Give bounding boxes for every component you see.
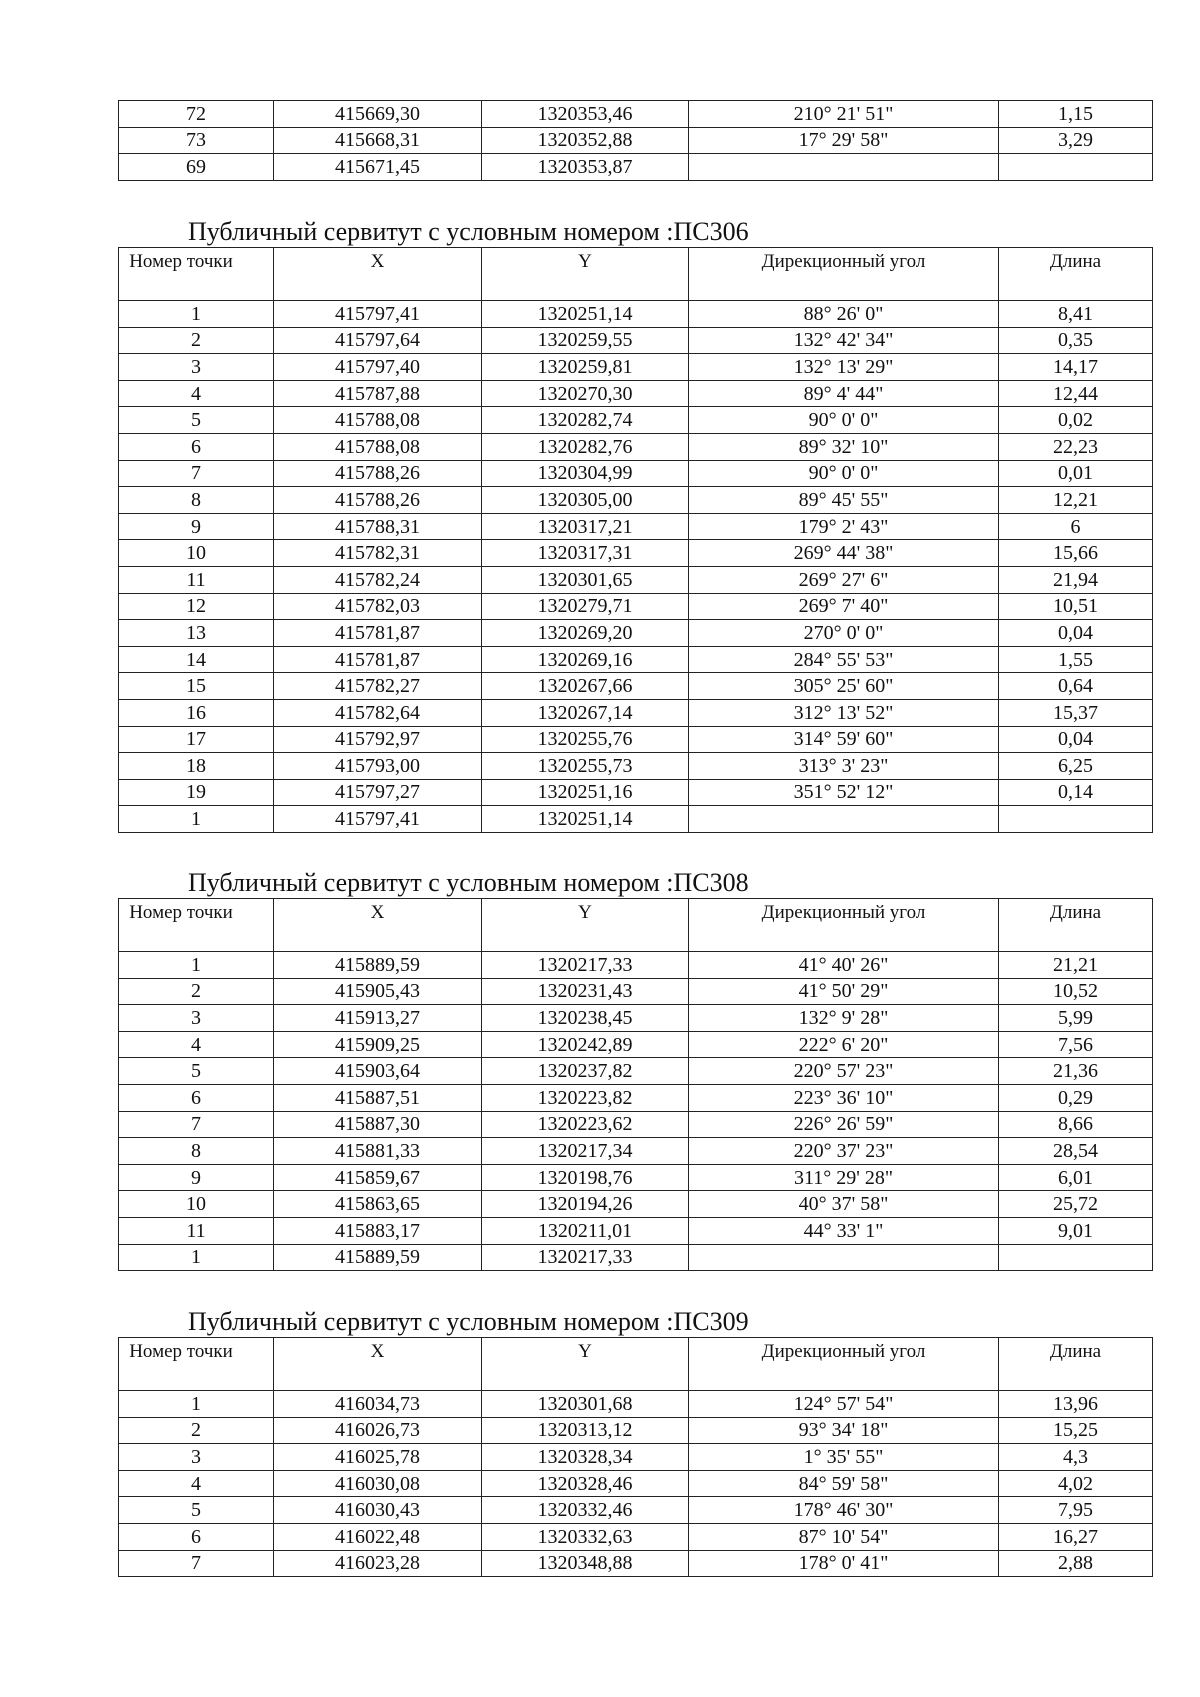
table-header	[119, 248, 1153, 301]
direction-angle-cell: 87° 10' 54"	[689, 1523, 999, 1550]
direction-angle-cell: 220° 57' 23"	[689, 1058, 999, 1085]
length-cell: 4,02	[999, 1470, 1153, 1497]
section-title-ps308: Публичный сервитут с условным номером :ПС308	[188, 868, 749, 897]
table-row	[119, 407, 1153, 434]
y-cell: 1320251,14	[482, 806, 689, 833]
length-cell: 21,36	[999, 1058, 1153, 1085]
direction-angle-cell: 351° 52' 12"	[689, 779, 999, 806]
point-number-cell: 6	[119, 1084, 274, 1111]
section-title-ps306: Публичный сервитут с условным номером :ПС306	[188, 217, 749, 246]
table-row	[119, 1444, 1153, 1471]
table-row	[119, 540, 1153, 567]
table-row	[119, 354, 1153, 381]
table-row	[119, 1497, 1153, 1524]
point-number-cell: 7	[119, 1550, 274, 1577]
table-row	[119, 779, 1153, 806]
y-cell: 1320255,73	[482, 753, 689, 780]
y-cell: 1320269,20	[482, 620, 689, 647]
direction-angle-cell: 178° 0' 41"	[689, 1550, 999, 1577]
header-length: Длина	[999, 899, 1153, 952]
length-cell: 6,01	[999, 1164, 1153, 1191]
length-cell: 1,55	[999, 646, 1153, 673]
y-cell: 1320217,34	[482, 1138, 689, 1165]
point-number-cell: 73	[119, 127, 274, 154]
table-row	[119, 1191, 1153, 1218]
point-number-cell: 19	[119, 779, 274, 806]
x-cell: 415793,00	[274, 753, 482, 780]
y-cell: 1320237,82	[482, 1058, 689, 1085]
y-cell: 1320223,82	[482, 1084, 689, 1111]
direction-angle-cell	[689, 806, 999, 833]
x-cell: 415782,27	[274, 673, 482, 700]
header-direction-angle: Дирекционный угол	[689, 248, 999, 301]
y-cell: 1320267,14	[482, 699, 689, 726]
y-cell: 1320217,33	[482, 952, 689, 979]
length-cell: 0,64	[999, 673, 1153, 700]
length-cell: 2,88	[999, 1550, 1153, 1577]
direction-angle-cell: 305° 25' 60"	[689, 673, 999, 700]
y-cell: 1320317,31	[482, 540, 689, 567]
header-y: Y	[482, 899, 689, 952]
direction-angle-cell: 311° 29' 28"	[689, 1164, 999, 1191]
header-direction-angle: Дирекционный угол	[689, 1338, 999, 1391]
y-cell: 1320282,74	[482, 407, 689, 434]
length-cell: 0,29	[999, 1084, 1153, 1111]
length-cell: 0,02	[999, 407, 1153, 434]
table-body	[119, 301, 1153, 833]
x-cell: 415671,45	[274, 154, 482, 181]
x-cell: 415913,27	[274, 1005, 482, 1032]
header-direction-angle: Дирекционный угол	[689, 899, 999, 952]
y-cell: 1320282,76	[482, 433, 689, 460]
table-row	[119, 1111, 1153, 1138]
y-cell: 1320259,81	[482, 354, 689, 381]
direction-angle-cell: 40° 37' 58"	[689, 1191, 999, 1218]
point-number-cell: 15	[119, 673, 274, 700]
direction-angle-cell: 210° 21' 51"	[689, 101, 999, 128]
section-title-ps309: Публичный сервитут с условным номером :ПС309	[188, 1307, 749, 1336]
y-cell: 1320211,01	[482, 1217, 689, 1244]
x-cell: 415788,08	[274, 407, 482, 434]
length-cell: 0,01	[999, 460, 1153, 487]
table-row	[119, 1164, 1153, 1191]
table-row	[119, 154, 1153, 181]
point-number-cell: 2	[119, 1417, 274, 1444]
point-number-cell: 4	[119, 380, 274, 407]
table-row	[119, 952, 1153, 979]
y-cell: 1320332,63	[482, 1523, 689, 1550]
point-number-cell: 10	[119, 1191, 274, 1218]
table-body	[119, 1391, 1153, 1577]
direction-angle-cell: 41° 40' 26"	[689, 952, 999, 979]
table-row	[119, 1417, 1153, 1444]
header-length: Длина	[999, 1338, 1153, 1391]
point-number-cell: 6	[119, 433, 274, 460]
point-number-cell: 11	[119, 1217, 274, 1244]
x-cell: 415788,08	[274, 433, 482, 460]
direction-angle-cell: 314° 59' 60"	[689, 726, 999, 753]
table-row	[119, 1084, 1153, 1111]
length-cell: 6,25	[999, 753, 1153, 780]
table-row	[119, 1523, 1153, 1550]
direction-angle-cell: 220° 37' 23"	[689, 1138, 999, 1165]
x-cell: 415859,67	[274, 1164, 482, 1191]
point-number-cell: 2	[119, 978, 274, 1005]
y-cell: 1320269,16	[482, 646, 689, 673]
table-row	[119, 1470, 1153, 1497]
x-cell: 415788,26	[274, 460, 482, 487]
direction-angle-cell: 284° 55' 53"	[689, 646, 999, 673]
table-row	[119, 699, 1153, 726]
x-cell: 416022,48	[274, 1523, 482, 1550]
header-x: X	[274, 1338, 482, 1391]
length-cell: 25,72	[999, 1191, 1153, 1218]
length-cell: 8,41	[999, 301, 1153, 328]
y-cell: 1320332,46	[482, 1497, 689, 1524]
y-cell: 1320348,88	[482, 1550, 689, 1577]
direction-angle-cell: 90° 0' 0"	[689, 460, 999, 487]
x-cell: 416034,73	[274, 1391, 482, 1418]
header-point-number: Номер точки	[119, 1338, 274, 1391]
y-cell: 1320317,21	[482, 513, 689, 540]
point-number-cell: 69	[119, 154, 274, 181]
header-x: X	[274, 899, 482, 952]
table-row	[119, 1138, 1153, 1165]
length-cell: 15,66	[999, 540, 1153, 567]
header-row	[119, 248, 1153, 301]
length-cell: 0,04	[999, 726, 1153, 753]
x-cell: 415782,31	[274, 540, 482, 567]
table-row	[119, 620, 1153, 647]
table-row	[119, 127, 1153, 154]
direction-angle-cell: 1° 35' 55"	[689, 1444, 999, 1471]
x-cell: 415905,43	[274, 978, 482, 1005]
table-row	[119, 513, 1153, 540]
length-cell: 3,29	[999, 127, 1153, 154]
point-number-cell: 12	[119, 593, 274, 620]
table-header	[119, 1338, 1153, 1391]
y-cell: 1320353,46	[482, 101, 689, 128]
y-cell: 1320255,76	[482, 726, 689, 753]
point-number-cell: 8	[119, 487, 274, 514]
length-cell: 12,44	[999, 380, 1153, 407]
x-cell: 415797,40	[274, 354, 482, 381]
point-number-cell: 7	[119, 460, 274, 487]
direction-angle-cell: 226° 26' 59"	[689, 1111, 999, 1138]
point-number-cell: 1	[119, 952, 274, 979]
table-row	[119, 487, 1153, 514]
x-cell: 415782,24	[274, 566, 482, 593]
x-cell: 415863,65	[274, 1191, 482, 1218]
point-number-cell: 18	[119, 753, 274, 780]
x-cell: 416030,43	[274, 1497, 482, 1524]
point-number-cell: 10	[119, 540, 274, 567]
table-row	[119, 806, 1153, 833]
direction-angle-cell	[689, 1244, 999, 1271]
direction-angle-cell: 178° 46' 30"	[689, 1497, 999, 1524]
y-cell: 1320301,68	[482, 1391, 689, 1418]
length-cell: 14,17	[999, 354, 1153, 381]
x-cell: 415797,41	[274, 806, 482, 833]
x-cell: 415669,30	[274, 101, 482, 128]
direction-angle-cell: 44° 33' 1"	[689, 1217, 999, 1244]
table-body	[119, 101, 1153, 181]
direction-angle-cell: 17° 29' 58"	[689, 127, 999, 154]
table-row	[119, 301, 1153, 328]
length-cell: 7,95	[999, 1497, 1153, 1524]
x-cell: 415781,87	[274, 646, 482, 673]
length-cell	[999, 154, 1153, 181]
x-cell: 415889,59	[274, 1244, 482, 1271]
length-cell: 0,04	[999, 620, 1153, 647]
direction-angle-cell: 179° 2' 43"	[689, 513, 999, 540]
direction-angle-cell: 270° 0' 0"	[689, 620, 999, 647]
length-cell: 28,54	[999, 1138, 1153, 1165]
length-cell: 15,25	[999, 1417, 1153, 1444]
y-cell: 1320279,71	[482, 593, 689, 620]
length-cell	[999, 1244, 1153, 1271]
y-cell: 1320270,30	[482, 380, 689, 407]
x-cell: 415782,64	[274, 699, 482, 726]
table-row	[119, 646, 1153, 673]
point-number-cell: 16	[119, 699, 274, 726]
direction-angle-cell: 84° 59' 58"	[689, 1470, 999, 1497]
direction-angle-cell: 89° 32' 10"	[689, 433, 999, 460]
table-header	[119, 899, 1153, 952]
point-number-cell: 13	[119, 620, 274, 647]
length-cell: 16,27	[999, 1523, 1153, 1550]
length-cell: 13,96	[999, 1391, 1153, 1418]
x-cell: 415787,88	[274, 380, 482, 407]
direction-angle-cell: 93° 34' 18"	[689, 1417, 999, 1444]
direction-angle-cell: 132° 42' 34"	[689, 327, 999, 354]
x-cell: 415797,41	[274, 301, 482, 328]
x-cell: 415788,31	[274, 513, 482, 540]
length-cell: 22,23	[999, 433, 1153, 460]
point-number-cell: 17	[119, 726, 274, 753]
table-row	[119, 726, 1153, 753]
direction-angle-cell: 132° 13' 29"	[689, 354, 999, 381]
length-cell: 21,21	[999, 952, 1153, 979]
y-cell: 1320267,66	[482, 673, 689, 700]
y-cell: 1320251,14	[482, 301, 689, 328]
length-cell: 15,37	[999, 699, 1153, 726]
direction-angle-cell: 269° 7' 40"	[689, 593, 999, 620]
x-cell: 415668,31	[274, 127, 482, 154]
table-row	[119, 380, 1153, 407]
y-cell: 1320305,00	[482, 487, 689, 514]
x-cell: 416026,73	[274, 1417, 482, 1444]
direction-angle-cell: 312° 13' 52"	[689, 699, 999, 726]
x-cell: 415887,51	[274, 1084, 482, 1111]
point-number-cell: 1	[119, 1244, 274, 1271]
length-cell: 12,21	[999, 487, 1153, 514]
coordinates-table-ps306	[118, 247, 1153, 833]
x-cell: 415782,03	[274, 593, 482, 620]
point-number-cell: 9	[119, 513, 274, 540]
y-cell: 1320352,88	[482, 127, 689, 154]
length-cell: 0,35	[999, 327, 1153, 354]
direction-angle-cell: 89° 4' 44"	[689, 380, 999, 407]
y-cell: 1320353,87	[482, 154, 689, 181]
y-cell: 1320304,99	[482, 460, 689, 487]
direction-angle-cell: 269° 27' 6"	[689, 566, 999, 593]
direction-angle-cell	[689, 154, 999, 181]
point-number-cell: 3	[119, 1005, 274, 1032]
point-number-cell: 5	[119, 1058, 274, 1085]
table-row	[119, 566, 1153, 593]
direction-angle-cell: 89° 45' 55"	[689, 487, 999, 514]
table-row	[119, 1031, 1153, 1058]
x-cell: 415797,64	[274, 327, 482, 354]
table-row	[119, 433, 1153, 460]
table-row	[119, 1058, 1153, 1085]
point-number-cell: 9	[119, 1164, 274, 1191]
point-number-cell: 72	[119, 101, 274, 128]
table-row	[119, 1217, 1153, 1244]
header-x: X	[274, 248, 482, 301]
y-cell: 1320242,89	[482, 1031, 689, 1058]
direction-angle-cell: 41° 50' 29"	[689, 978, 999, 1005]
x-cell: 415788,26	[274, 487, 482, 514]
direction-angle-cell: 124° 57' 54"	[689, 1391, 999, 1418]
x-cell: 416023,28	[274, 1550, 482, 1577]
table-row	[119, 101, 1153, 128]
point-number-cell: 1	[119, 1391, 274, 1418]
direction-angle-cell: 222° 6' 20"	[689, 1031, 999, 1058]
coordinates-table-ps309	[118, 1337, 1153, 1577]
length-cell: 8,66	[999, 1111, 1153, 1138]
table-row	[119, 1550, 1153, 1577]
length-cell: 1,15	[999, 101, 1153, 128]
length-cell: 4,3	[999, 1444, 1153, 1471]
direction-angle-cell: 313° 3' 23"	[689, 753, 999, 780]
point-number-cell: 14	[119, 646, 274, 673]
header-length: Длина	[999, 248, 1153, 301]
table-row	[119, 327, 1153, 354]
header-point-number: Номер точки	[119, 248, 274, 301]
header-y: Y	[482, 1338, 689, 1391]
length-cell: 6	[999, 513, 1153, 540]
header-row	[119, 899, 1153, 952]
y-cell: 1320259,55	[482, 327, 689, 354]
y-cell: 1320198,76	[482, 1164, 689, 1191]
continuation-table	[118, 100, 1153, 181]
x-cell: 415883,17	[274, 1217, 482, 1244]
point-number-cell: 5	[119, 1497, 274, 1524]
table-row	[119, 1005, 1153, 1032]
x-cell: 416030,08	[274, 1470, 482, 1497]
y-cell: 1320328,46	[482, 1470, 689, 1497]
x-cell: 415797,27	[274, 779, 482, 806]
point-number-cell: 4	[119, 1470, 274, 1497]
point-number-cell: 6	[119, 1523, 274, 1550]
direction-angle-cell: 223° 36' 10"	[689, 1084, 999, 1111]
direction-angle-cell: 88° 26' 0"	[689, 301, 999, 328]
point-number-cell: 3	[119, 354, 274, 381]
length-cell: 9,01	[999, 1217, 1153, 1244]
point-number-cell: 3	[119, 1444, 274, 1471]
point-number-cell: 7	[119, 1111, 274, 1138]
y-cell: 1320238,45	[482, 1005, 689, 1032]
point-number-cell: 2	[119, 327, 274, 354]
length-cell	[999, 806, 1153, 833]
x-cell: 415889,59	[274, 952, 482, 979]
table-row	[119, 593, 1153, 620]
y-cell: 1320313,12	[482, 1417, 689, 1444]
x-cell: 415781,87	[274, 620, 482, 647]
y-cell: 1320223,62	[482, 1111, 689, 1138]
header-row	[119, 1338, 1153, 1391]
x-cell: 416025,78	[274, 1444, 482, 1471]
header-point-number: Номер точки	[119, 899, 274, 952]
y-cell: 1320301,65	[482, 566, 689, 593]
direction-angle-cell: 90° 0' 0"	[689, 407, 999, 434]
x-cell: 415792,97	[274, 726, 482, 753]
direction-angle-cell: 132° 9' 28"	[689, 1005, 999, 1032]
y-cell: 1320194,26	[482, 1191, 689, 1218]
x-cell: 415903,64	[274, 1058, 482, 1085]
table-body	[119, 952, 1153, 1271]
point-number-cell: 4	[119, 1031, 274, 1058]
table-row	[119, 1244, 1153, 1271]
point-number-cell: 8	[119, 1138, 274, 1165]
length-cell: 7,56	[999, 1031, 1153, 1058]
point-number-cell: 1	[119, 301, 274, 328]
length-cell: 10,52	[999, 978, 1153, 1005]
table-row	[119, 1391, 1153, 1418]
y-cell: 1320231,43	[482, 978, 689, 1005]
length-cell: 10,51	[999, 593, 1153, 620]
table-row	[119, 460, 1153, 487]
table-row	[119, 978, 1153, 1005]
length-cell: 5,99	[999, 1005, 1153, 1032]
table-row	[119, 753, 1153, 780]
x-cell: 415887,30	[274, 1111, 482, 1138]
length-cell: 21,94	[999, 566, 1153, 593]
x-cell: 415881,33	[274, 1138, 482, 1165]
direction-angle-cell: 269° 44' 38"	[689, 540, 999, 567]
point-number-cell: 11	[119, 566, 274, 593]
y-cell: 1320251,16	[482, 779, 689, 806]
point-number-cell: 1	[119, 806, 274, 833]
table-row	[119, 673, 1153, 700]
coordinates-table-ps308	[118, 898, 1153, 1271]
y-cell: 1320328,34	[482, 1444, 689, 1471]
point-number-cell: 5	[119, 407, 274, 434]
length-cell: 0,14	[999, 779, 1153, 806]
header-y: Y	[482, 248, 689, 301]
y-cell: 1320217,33	[482, 1244, 689, 1271]
x-cell: 415909,25	[274, 1031, 482, 1058]
